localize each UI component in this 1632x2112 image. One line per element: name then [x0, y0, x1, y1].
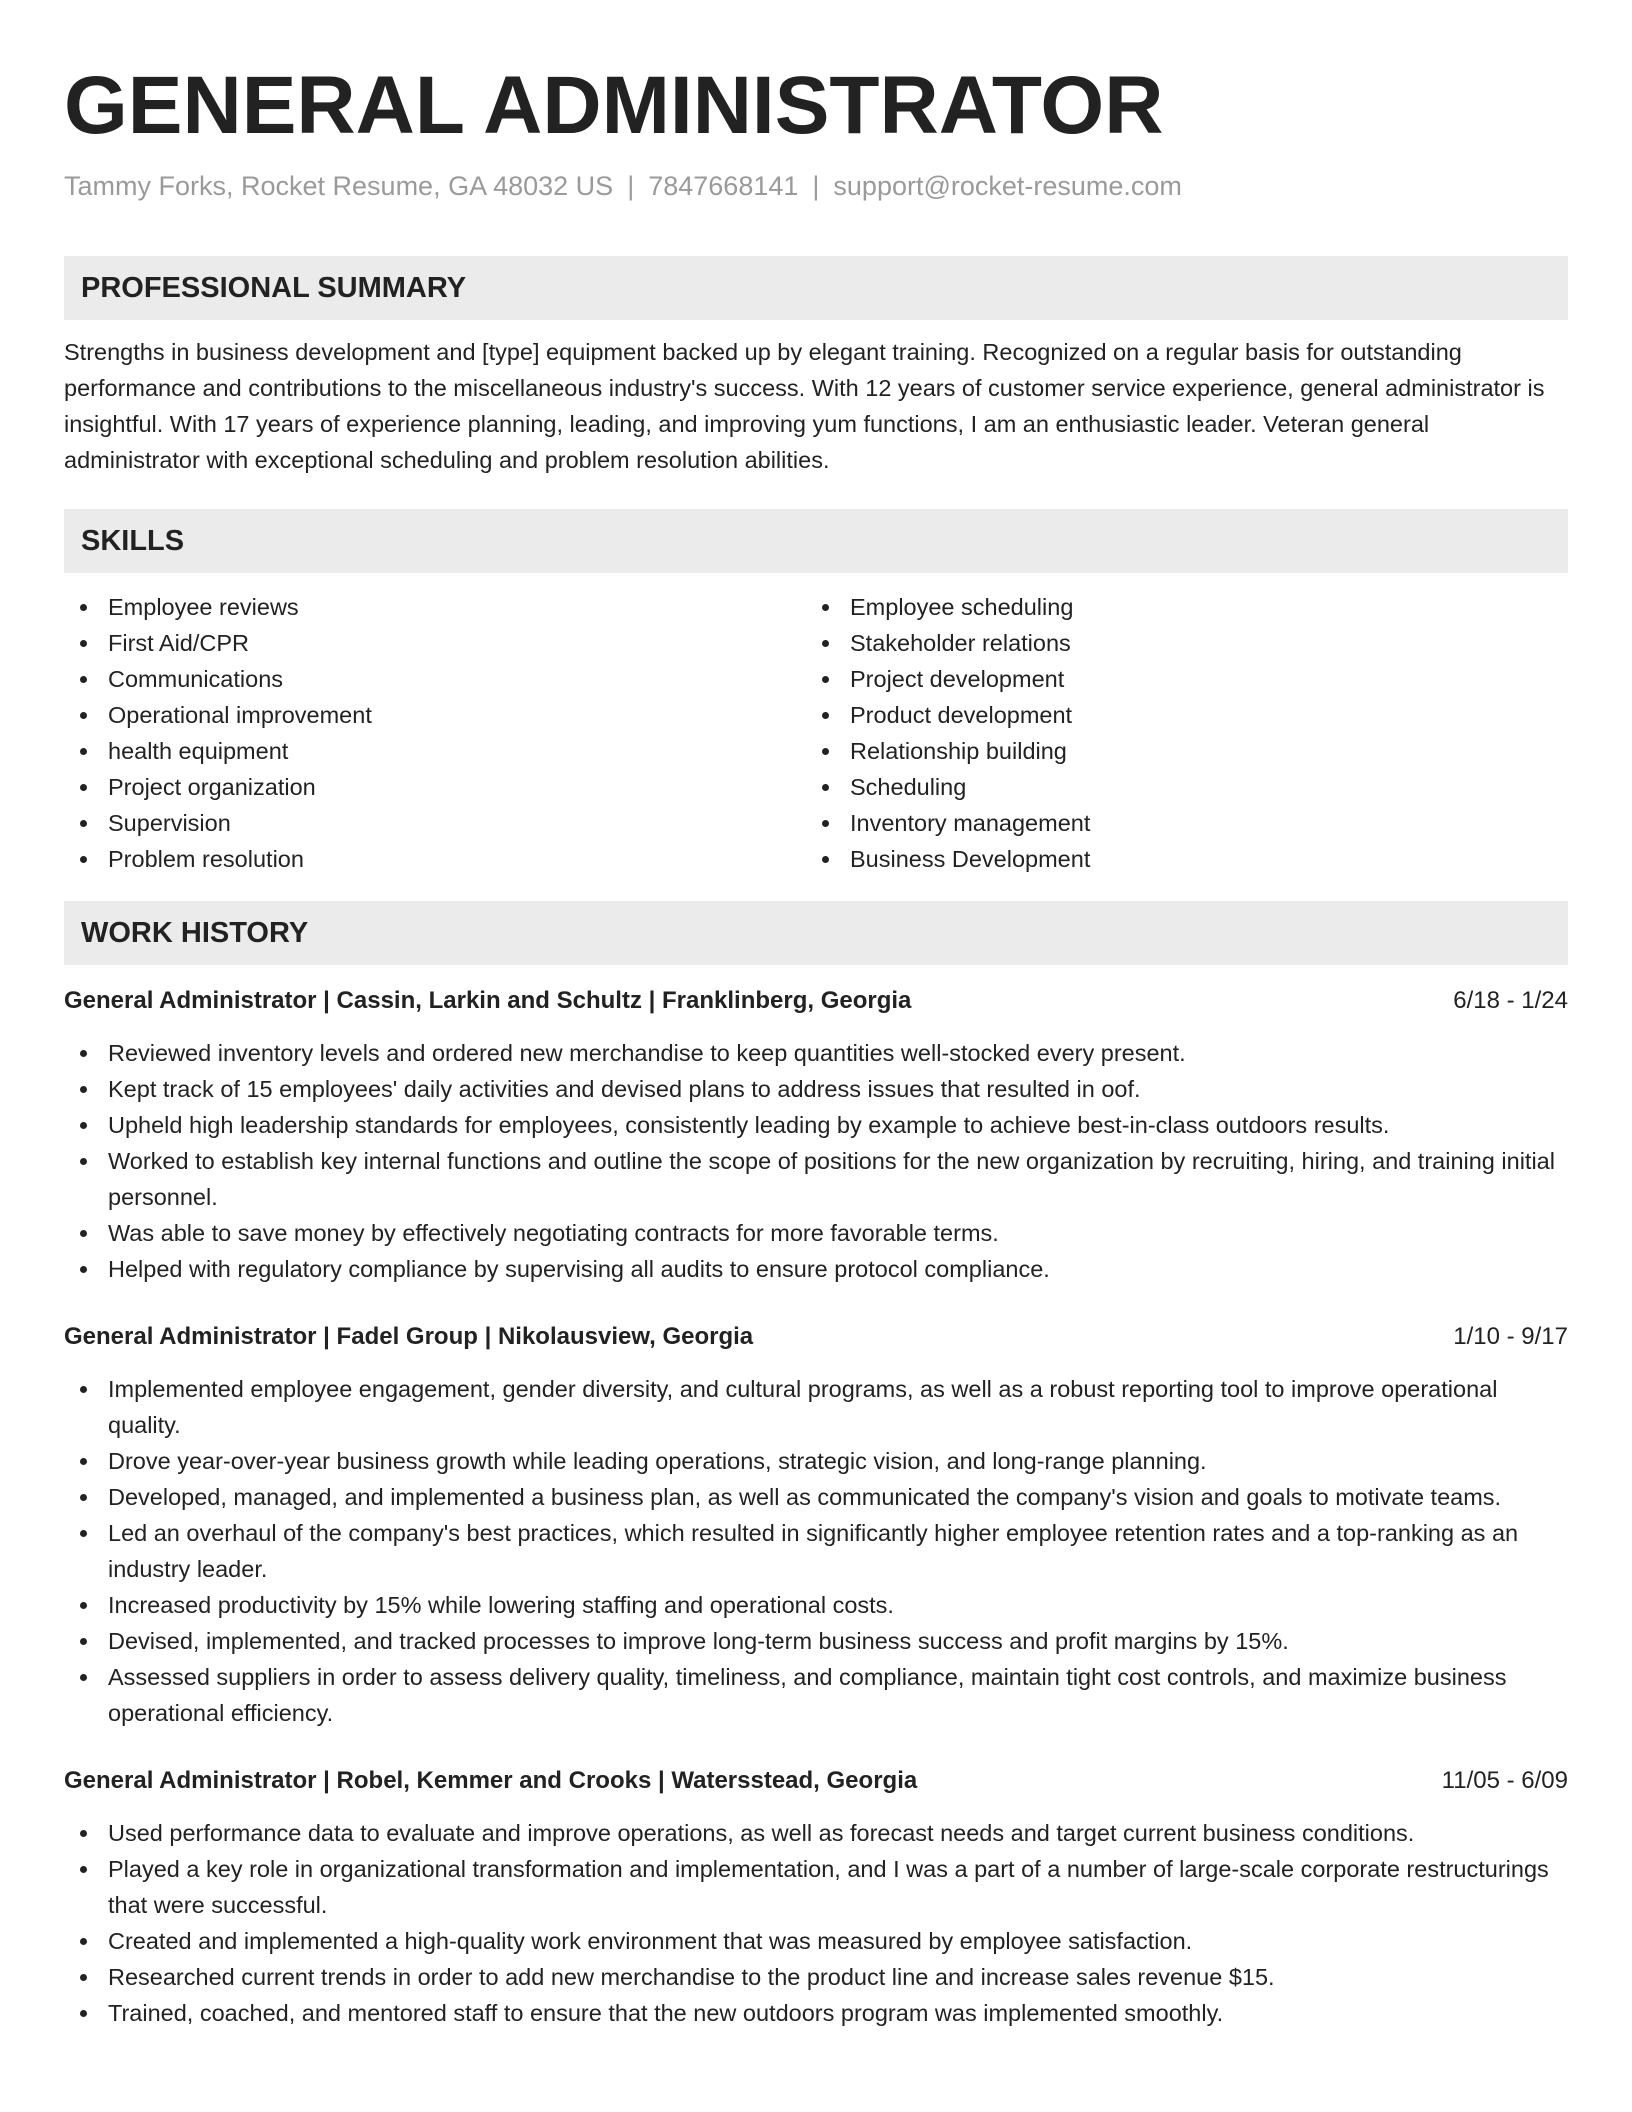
skill-item: Inventory management: [806, 805, 1548, 841]
job-bullet: Created and implemented a high-quality work environment that was measured by employee satisfaction.: [64, 1923, 1568, 1959]
skill-item: health equipment: [64, 733, 806, 769]
job-heading-row: [64, 1319, 1568, 1355]
contact-email: support@rocket-resume.com: [833, 171, 1182, 201]
job-bullet: Was able to save money by effectively negotiating contracts for more favorable terms.: [64, 1215, 1568, 1251]
job-bullet: Played a key role in organizational transformation and implementation, and I was a part of a number of large-scale corporate restructurings that were successful.: [64, 1851, 1568, 1923]
resume-name: GENERAL ADMINISTRATOR: [64, 60, 1164, 151]
job-bullet: Upheld high leadership standards for employees, consistently leading by example to achieve best-in-class outdoors results.: [64, 1107, 1568, 1143]
skill-item: Relationship building: [806, 733, 1548, 769]
section-header-summary: PROFESSIONAL SUMMARY: [64, 256, 1568, 320]
job-bullet: Trained, coached, and mentored staff to ensure that the new outdoors program was implemented smoothly.: [64, 1995, 1568, 2031]
skill-item: Business Development: [806, 841, 1548, 877]
job-heading-row: [64, 1763, 1568, 1799]
job-bullet: Researched current trends in order to add new merchandise to the product line and increase sales revenue $15.: [64, 1959, 1568, 1995]
skill-item: Project development: [806, 661, 1548, 697]
job-bullets: [64, 1035, 1568, 1287]
skill-item: Product development: [806, 697, 1548, 733]
skills-column-right: [806, 589, 1548, 877]
skill-item: Scheduling: [806, 769, 1548, 805]
contact-phone: 7847668141: [648, 171, 799, 201]
job-bullet: Used performance data to evaluate and improve operations, as well as forecast needs and target current business conditions.: [64, 1815, 1568, 1851]
summary-text: Strengths in business development and [type] equipment backed up by elegant training. Recognized on a regular basis for outstanding performance and contributions to the miscellaneous industry's success. With 12 years of customer service experience, general administrator is insightful. With 17 years of experience planning, leading, and improving yum functions, I am an enthusiastic leader. Veteran general administrator with exceptional scheduling and problem resolution abilities.: [64, 339, 1545, 473]
job-bullets: [64, 1815, 1568, 2031]
skill-item: Stakeholder relations: [806, 625, 1548, 661]
skill-item: Problem resolution: [64, 841, 806, 877]
contact-separator: |: [812, 171, 820, 201]
section-header-skills: SKILLS: [64, 509, 1568, 573]
job-bullet: Drove year-over-year business growth while leading operations, strategic vision, and long-range planning.: [64, 1443, 1568, 1479]
skill-item: Operational improvement: [64, 697, 806, 733]
job-dates: 1/10 - 9/17: [1453, 1323, 1568, 1350]
job-title: General Administrator | Cassin, Larkin and Schultz | Franklinberg, Georgia: [64, 987, 912, 1014]
skills-column-left: [64, 589, 806, 877]
skill-item: Supervision: [64, 805, 806, 841]
job-bullet: Worked to establish key internal functions and outline the scope of positions for the new organization by recruiting, hiring, and training initial personnel.: [64, 1143, 1568, 1215]
skill-item: Employee scheduling: [806, 589, 1548, 625]
job-bullet: Helped with regulatory compliance by supervising all audits to ensure protocol compliance.: [64, 1251, 1568, 1287]
job-entry: [64, 1319, 1568, 1731]
job-bullets: [64, 1371, 1568, 1731]
job-title: General Administrator | Fadel Group | Nikolausview, Georgia: [64, 1323, 754, 1350]
skill-item: Project organization: [64, 769, 806, 805]
job-entry: [64, 1763, 1568, 2031]
skills-list: [64, 589, 1568, 877]
job-entry: [64, 983, 1568, 1287]
job-bullet: Developed, managed, and implemented a business plan, as well as communicated the company's vision and goals to motivate teams.: [64, 1479, 1568, 1515]
job-bullet: Increased productivity by 15% while lowering staffing and operational costs.: [64, 1587, 1568, 1623]
job-bullet: Led an overhaul of the company's best practices, which resulted in significantly higher employee retention rates and a top-ranking as an industry leader.: [64, 1515, 1568, 1587]
job-bullet: Assessed suppliers in order to assess delivery quality, timeliness, and compliance, maintain tight cost controls, and maximize business operational efficiency.: [64, 1659, 1568, 1731]
job-heading-row: [64, 983, 1568, 1019]
job-bullet: Devised, implemented, and tracked processes to improve long-term business success and profit margins by 15%.: [64, 1623, 1568, 1659]
contact-address: Tammy Forks, Rocket Resume, GA 48032 US: [64, 171, 614, 201]
job-bullet: Implemented employee engagement, gender diversity, and cultural programs, as well as a robust reporting tool to improve operational quality.: [64, 1371, 1568, 1443]
job-dates: 6/18 - 1/24: [1453, 987, 1568, 1014]
job-bullet: Kept track of 15 employees' daily activities and devised plans to address issues that resulted in oof.: [64, 1071, 1568, 1107]
skill-item: First Aid/CPR: [64, 625, 806, 661]
skill-item: Communications: [64, 661, 806, 697]
contact-separator: |: [627, 171, 635, 201]
job-title: General Administrator | Robel, Kemmer and Crooks | Watersstead, Georgia: [64, 1767, 918, 1794]
job-dates: 11/05 - 6/09: [1441, 1767, 1568, 1794]
resume-page: [64, 56, 1568, 2031]
job-bullet: Reviewed inventory levels and ordered new merchandise to keep quantities well-stocked every present.: [64, 1035, 1568, 1071]
contact-line: [64, 167, 1568, 205]
skill-item: Employee reviews: [64, 589, 806, 625]
section-header-work-history: WORK HISTORY: [64, 901, 1568, 965]
